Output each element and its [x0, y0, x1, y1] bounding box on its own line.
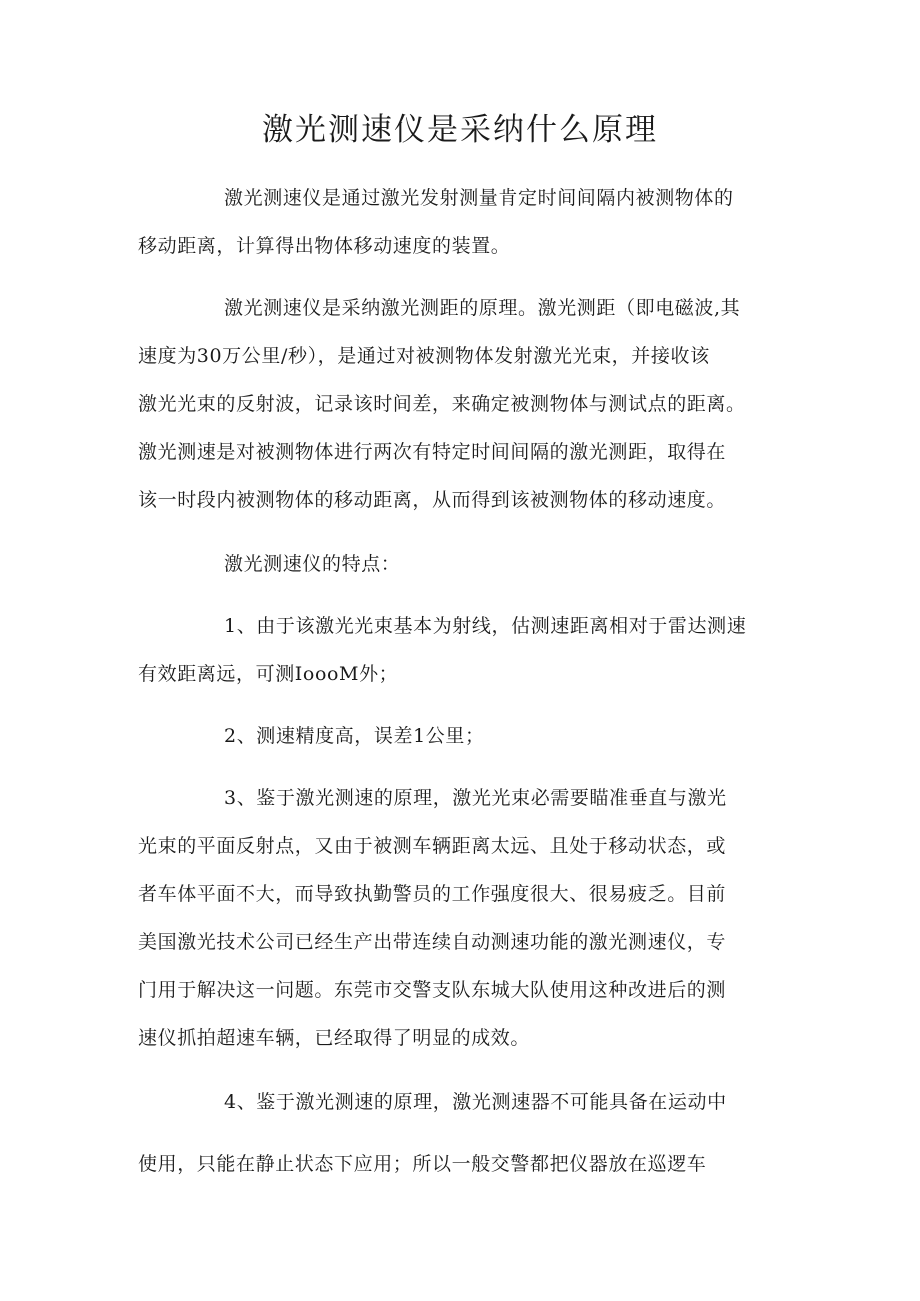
list-item-line: 光束的平面反射点，又由于被测车辆距离太远、且处于移动状态，或 [138, 835, 727, 857]
paragraph-line: 激光测速仪是采纳激光测距的原理。激光测距（即电磁波,其 [224, 297, 741, 319]
section-heading: 激光测速仪的特点： [224, 553, 401, 575]
paragraph-line: 该一时段内被测物体的移动距离，从而得到该被测物体的移动速度。 [138, 489, 727, 511]
document-title: 激光测速仪是采纳什么原理 [262, 112, 658, 148]
paragraph-line: 激光测速仪是通过激光发射测量肯定时间间隔内被测物体的 [224, 187, 734, 209]
paragraph-line: 移动距离，计算得出物体移动速度的装置。 [138, 235, 511, 257]
list-item-line: 使用，只能在静止状态下应用；所以一般交警都把仪器放在巡逻车 [138, 1153, 707, 1175]
paragraph-line: 激光测速是对被测物体进行两次有特定时间间隔的激光测距，取得在 [138, 441, 727, 463]
list-item-line: 门用于解决这一问题。东莞市交警支队东城大队使用这种改进后的测 [138, 979, 727, 1001]
list-item-line: 美国激光技术公司已经生产出带连续自动测速功能的激光测速仪，专 [138, 931, 727, 953]
list-item-line: 速仪抓拍超速车辆，已经取得了明显的成效。 [138, 1027, 531, 1049]
list-item-line: 1、由于该激光光束基本为射线，估测速距离相对于雷达测速 [224, 615, 747, 637]
list-item-line: 3、鉴于激光测速的原理，激光光束必需要瞄准垂直与激光 [224, 787, 727, 809]
paragraph-line: 激光光束的反射波，记录该时间差，来确定被测物体与测试点的距离。 [138, 393, 746, 415]
list-item-line: 2、测速精度高，误差1公里； [224, 725, 485, 747]
list-item-line: 4、鉴于激光测速的原理，激光测速器不可能具备在运动中 [224, 1091, 727, 1113]
list-item-line: 者车体平面不大，而导致执勤警员的工作强度很大、很易疲乏。目前 [138, 883, 727, 905]
list-item-line: 有效距离远，可测IoooM外； [138, 663, 399, 685]
paragraph-line: 速度为30万公里/秒），是通过对被测物体发射激光光束，并接收该 [138, 345, 710, 367]
